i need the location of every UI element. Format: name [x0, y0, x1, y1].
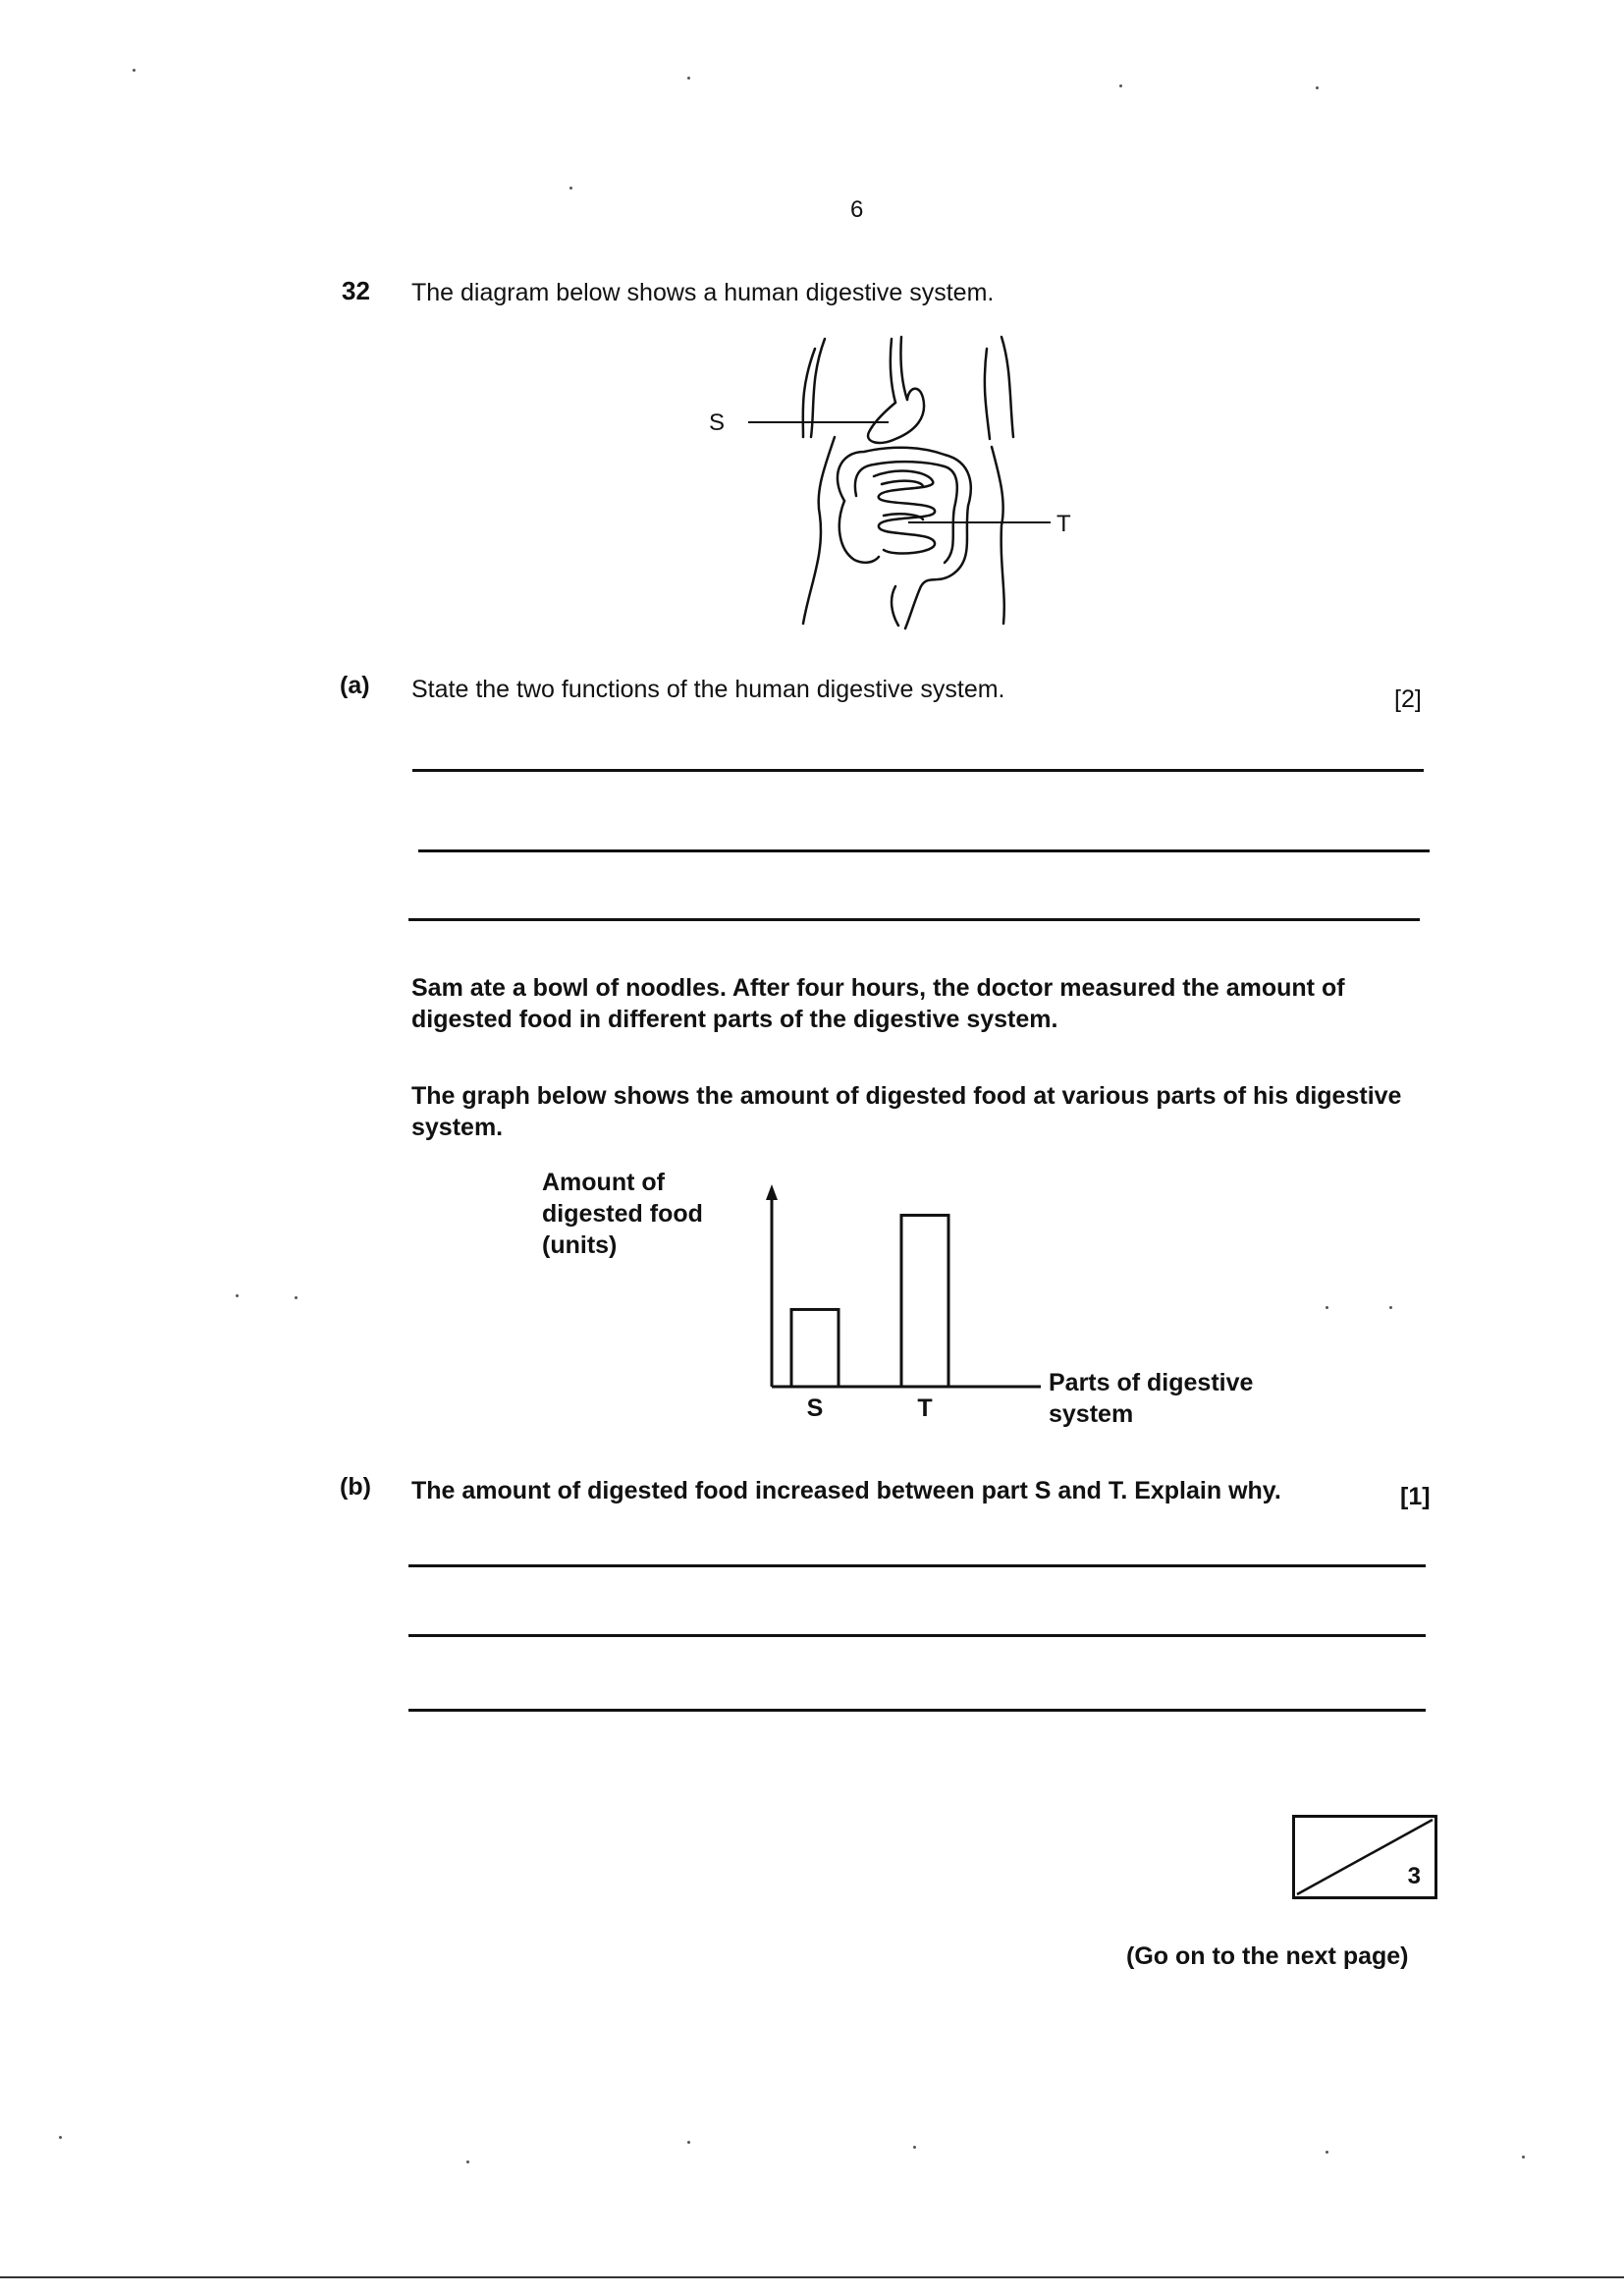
category-label-s: S: [806, 1394, 824, 1422]
scan-speck: [1389, 1306, 1392, 1309]
scan-speck: [569, 187, 572, 190]
part-a-marks: [2]: [1394, 685, 1422, 713]
part-b-marks: [1]: [1400, 1483, 1431, 1510]
rectum-line: [892, 586, 898, 626]
scan-speck: [1316, 86, 1319, 89]
category-label-t: T: [917, 1394, 933, 1422]
y-axis-arrowhead: [766, 1184, 778, 1200]
scan-speck: [466, 2160, 469, 2163]
answer-line-a2[interactable]: [418, 849, 1430, 852]
scan-speck: [295, 1296, 298, 1299]
y-axis-label-line-3: (units): [542, 1231, 618, 1259]
page-bottom-edge: [0, 2276, 1624, 2278]
answer-line-b3[interactable]: [408, 1709, 1426, 1712]
bar-s: [791, 1309, 839, 1387]
scan-speck: [1326, 1306, 1328, 1309]
scan-speck: [1119, 84, 1122, 87]
answer-line-a1[interactable]: [412, 769, 1424, 772]
part-b-label: (b): [340, 1473, 371, 1501]
large-intestine-inner: [855, 462, 957, 563]
stomach-outline: [868, 389, 924, 443]
answer-line-a3[interactable]: [408, 918, 1420, 921]
chart-category-labels: [807, 1394, 933, 1422]
question-intro: The diagram below shows a human digestive system.: [411, 279, 995, 306]
part-a-label: (a): [340, 672, 370, 699]
scan-speck: [133, 69, 135, 72]
scan-speck: [687, 77, 690, 80]
x-axis-label-line-2: system: [1049, 1400, 1134, 1428]
part-b-question: The amount of digested food increased between part S and T. Explain why.: [411, 1477, 1281, 1504]
torso-right-side: [992, 447, 1004, 624]
footer-next-page: (Go on to the next page): [1126, 1942, 1409, 1970]
answer-line-b1[interactable]: [408, 1564, 1426, 1567]
x-axis-label-line-1: Parts of digestive: [1049, 1369, 1254, 1396]
small-intestine-coil-inner-1: [882, 481, 923, 486]
scan-speck: [1326, 2151, 1328, 2154]
y-axis-label-line-1: Amount of: [542, 1169, 665, 1196]
y-axis-label-line-2: digested food: [542, 1200, 703, 1228]
part-a-question: State the two functions of the human digestive system.: [411, 676, 1005, 703]
scan-speck: [913, 2146, 916, 2149]
chart-bars: [791, 1215, 948, 1387]
diagram-label-s: S: [709, 410, 726, 436]
large-intestine-left: [839, 501, 879, 563]
question-number: 32: [342, 276, 370, 305]
context-paragraph-2: The graph below shows the amount of digested food at various parts of his digestive system.: [411, 1082, 1402, 1141]
context-paragraph-1: Sam ate a bowl of noodles. After four hours, the doctor measured the amount of digested food in different parts of the digestive system.: [411, 974, 1345, 1033]
digested-food-bar-chart: [530, 1169, 1316, 1434]
digestive-system-diagram: [687, 329, 1100, 633]
diagram-label-t: T: [1056, 511, 1071, 537]
scan-speck: [59, 2136, 62, 2139]
bar-t: [901, 1215, 948, 1387]
answer-line-b2[interactable]: [408, 1634, 1426, 1637]
scan-speck: [1522, 2156, 1525, 2159]
score-box-value: 3: [1407, 1863, 1421, 1889]
torso-right-shoulder-line: [1001, 337, 1013, 437]
oesophagus-left: [891, 339, 895, 403]
score-box: [1292, 1815, 1437, 1899]
oesophagus-right: [900, 337, 907, 400]
torso-right-inner-line: [985, 349, 990, 439]
scan-speck: [687, 2141, 690, 2144]
torso-left-side: [803, 437, 835, 624]
page-number: 6: [850, 196, 864, 223]
scan-speck: [236, 1294, 239, 1297]
